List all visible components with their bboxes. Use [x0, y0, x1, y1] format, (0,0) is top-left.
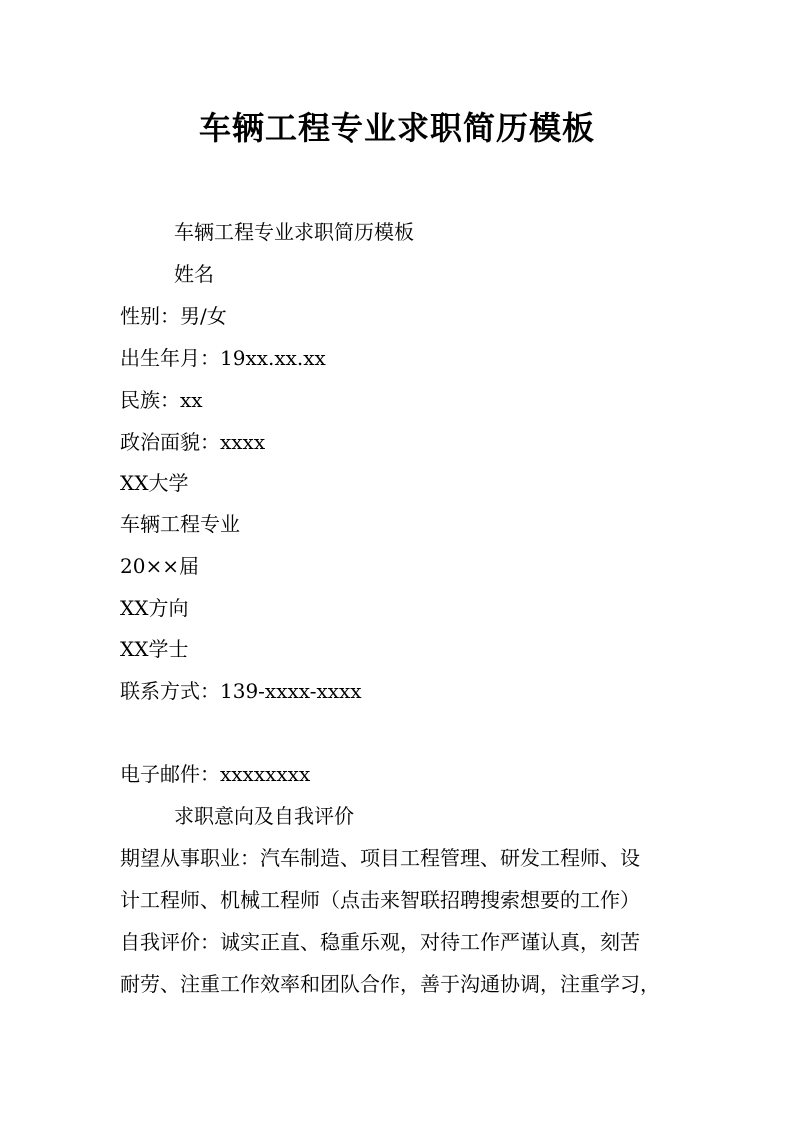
- document-title: 车辆工程专业求职简历模板: [198, 109, 595, 147]
- email-line: 电子邮件：xxxxxxxx: [120, 762, 311, 786]
- direction-line: XX方向: [120, 596, 189, 620]
- major-line: 车辆工程专业: [120, 512, 240, 536]
- political-status-line: 政治面貌：xxxx: [120, 430, 266, 454]
- self-evaluation-line-2: 耐劳、注重工作效率和团队合作，善于沟通协调，注重学习，: [120, 972, 660, 996]
- university-line: XX大学: [120, 471, 189, 495]
- section-heading: 求职意向及自我评价: [174, 804, 354, 828]
- degree-line: XX学士: [120, 637, 189, 661]
- gender-line: 性别：男/女: [120, 304, 227, 328]
- graduation-year-line: 20××届: [120, 554, 199, 578]
- ethnicity-line: 民族：xx: [120, 388, 203, 412]
- contact-line: 联系方式：139-xxxx-xxxx: [120, 679, 362, 703]
- body-heading: 车辆工程专业求职简历模板: [174, 220, 414, 244]
- career-objective-line-1: 期望从事职业：汽车制造、项目工程管理、研发工程师、设: [120, 846, 640, 870]
- self-evaluation-line-1: 自我评价：诚实正直、稳重乐观，对待工作严谨认真，刻苦: [120, 930, 640, 954]
- birthdate-line: 出生年月：19xx.xx.xx: [120, 346, 326, 370]
- name-line: 姓名: [174, 262, 214, 286]
- career-objective-line-2: 计工程师、机械工程师（点击来智联招聘搜索想要的工作）: [120, 888, 640, 912]
